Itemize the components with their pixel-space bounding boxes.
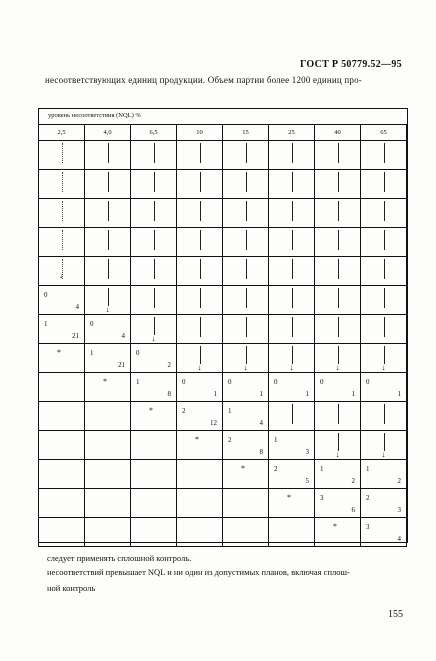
table-cell: [315, 431, 361, 460]
table-cell: [269, 402, 315, 431]
table-cell: [39, 373, 85, 402]
table-cell: [223, 518, 269, 547]
table-cell: [315, 489, 361, 518]
sample-size: 21: [118, 361, 125, 369]
table-cell: [269, 170, 315, 199]
continuation-line: [384, 317, 385, 337]
continuation-line: [338, 230, 339, 250]
table-cell: [269, 315, 315, 344]
table-cell: [315, 228, 361, 257]
acceptance-number: 1: [320, 465, 324, 473]
table-cell: [315, 344, 361, 373]
continuation-line: [338, 346, 339, 364]
down-arrow-icon: ↓: [105, 305, 110, 314]
table-cell: [85, 199, 131, 228]
continuation-line: [246, 259, 247, 279]
down-arrow-icon: ↓: [59, 271, 63, 280]
note-line-2: несоответствий превышает NQL и ни один из допустимых планов, включая сплош-: [47, 567, 350, 577]
sample-size: 2: [397, 477, 401, 485]
continuation-line: [108, 288, 109, 306]
continuation-line: [108, 201, 109, 221]
note-line-1: следует применять сплошной контроль.: [47, 553, 192, 563]
down-arrow-icon: ↓: [381, 363, 386, 372]
table-cell: [177, 373, 223, 402]
table-row: [39, 228, 407, 257]
acceptance-number: 3: [366, 523, 370, 531]
table-cell: [177, 315, 223, 344]
sample-size: 1: [213, 390, 217, 398]
table-cell: [177, 518, 223, 547]
table-cell: [177, 170, 223, 199]
down-arrow-icon: ↓: [335, 450, 340, 459]
continuation-line: [338, 143, 339, 163]
table-cell: [85, 286, 131, 315]
table-row: [39, 315, 407, 344]
down-arrow-icon: ↓: [381, 450, 386, 459]
sample-size: 21: [72, 332, 79, 340]
acceptance-number: 1: [44, 320, 48, 328]
table-cell: [361, 141, 407, 170]
continuation-line: [384, 288, 385, 308]
continuation-line: [62, 230, 63, 250]
sample-size: 3: [305, 448, 309, 456]
continuation-line: [246, 172, 247, 192]
table-cell: [85, 315, 131, 344]
continuation-line: [154, 230, 155, 250]
table-cell: [223, 199, 269, 228]
table-row: [39, 170, 407, 199]
table-cell: [223, 489, 269, 518]
continuation-line: [384, 259, 385, 279]
table-cell: [131, 257, 177, 286]
table-cell: [39, 402, 85, 431]
table-row: [39, 402, 407, 431]
table-cell: [361, 518, 407, 547]
table-cell: [39, 315, 85, 344]
acceptance-number: 1: [366, 465, 370, 473]
continuation-line: [154, 259, 155, 279]
continuation-line: [338, 172, 339, 192]
table-cell: [361, 228, 407, 257]
sample-size: 1: [351, 390, 355, 398]
star-mark: *: [149, 406, 153, 415]
acceptance-number: 1: [136, 378, 140, 386]
table-cell: [223, 344, 269, 373]
table-cell: [269, 431, 315, 460]
acceptance-number: 0: [136, 349, 140, 357]
continuation-line: [108, 230, 109, 250]
continuation-line: [384, 346, 385, 364]
table-cell: [177, 141, 223, 170]
continuation-line: [384, 143, 385, 163]
continuation-line: [154, 317, 155, 335]
continuation-line: [338, 201, 339, 221]
acceptance-number: 1: [274, 436, 278, 444]
table-row: [39, 431, 407, 460]
continuation-line: [338, 433, 339, 451]
table-row: [39, 344, 407, 373]
table-cell: [361, 199, 407, 228]
column-header: 25: [269, 125, 315, 141]
continuation-line: [338, 288, 339, 308]
table-cell: [269, 518, 315, 547]
sample-size: 4: [259, 419, 263, 427]
continuation-line: [200, 259, 201, 279]
table-cell: [177, 489, 223, 518]
table-cell: [315, 402, 361, 431]
star-mark: *: [287, 493, 291, 502]
table-cell: [131, 373, 177, 402]
continuation-line: [384, 404, 385, 424]
column-header: 40: [315, 125, 361, 141]
acceptance-number: 0: [274, 378, 278, 386]
table-cell: [85, 431, 131, 460]
column-header: 2,5: [39, 125, 85, 141]
acceptance-number: 3: [320, 494, 324, 502]
continuation-line: [292, 404, 293, 424]
table-cell: [223, 257, 269, 286]
continuation-line: [338, 404, 339, 424]
table-cell: [131, 344, 177, 373]
continuation-line: [292, 172, 293, 192]
continuation-line: [246, 143, 247, 163]
table-cell: [85, 170, 131, 199]
continuation-line: [338, 259, 339, 279]
table-cell: [223, 315, 269, 344]
acceptance-number: 2: [274, 465, 278, 473]
sample-size: 8: [259, 448, 263, 456]
table-cell: [177, 402, 223, 431]
continuation-line: [200, 230, 201, 250]
table-cell: [39, 518, 85, 547]
table-cell: [85, 257, 131, 286]
down-arrow-icon: ↓: [197, 363, 202, 372]
continuation-line: [292, 346, 293, 364]
table-cell: [131, 402, 177, 431]
continuation-line: [292, 317, 293, 337]
table-cell: [85, 373, 131, 402]
acceptance-number: 0: [90, 320, 94, 328]
continuation-line: [384, 172, 385, 192]
table-cell: [131, 170, 177, 199]
table-cell: [85, 228, 131, 257]
table-cell: [361, 402, 407, 431]
sample-size: 4: [121, 332, 125, 340]
note-line-3: ной контроль: [47, 583, 96, 593]
table-cell: [131, 141, 177, 170]
table-cell: [223, 228, 269, 257]
table-cell: [223, 373, 269, 402]
table-cell: [361, 373, 407, 402]
page-number: 155: [388, 609, 403, 620]
intro-text: несоответствующих единиц продукции. Объем партии более 1200 единиц про-: [45, 75, 362, 85]
table-cell: [85, 518, 131, 547]
table-cell: [177, 228, 223, 257]
continuation-line: [292, 230, 293, 250]
table-cell: [131, 315, 177, 344]
table-cell: [361, 489, 407, 518]
acceptance-number: 0: [228, 378, 232, 386]
continuation-line: [200, 288, 201, 308]
table-cell: [315, 199, 361, 228]
table-cell: [39, 257, 85, 286]
continuation-line: [62, 201, 63, 221]
table-cell: [39, 489, 85, 518]
table-cell: [39, 460, 85, 489]
table-cell: [131, 228, 177, 257]
continuation-line: [108, 172, 109, 192]
table-cell: [85, 460, 131, 489]
sample-size: 4: [397, 535, 401, 543]
continuation-line: [384, 230, 385, 250]
table-cell: [361, 344, 407, 373]
table-cell: [269, 257, 315, 286]
table-cell: [269, 228, 315, 257]
table-cell: [315, 460, 361, 489]
sample-size: 1: [305, 390, 309, 398]
sample-size: 8: [167, 390, 171, 398]
sampling-plan-table: [38, 124, 407, 547]
continuation-line: [338, 317, 339, 337]
acceptance-number: 2: [182, 407, 186, 415]
table-cell: [177, 344, 223, 373]
continuation-line: [246, 201, 247, 221]
star-mark: *: [195, 435, 199, 444]
continuation-line: [62, 172, 63, 192]
acceptance-number: 0: [366, 378, 370, 386]
table-cell: [223, 141, 269, 170]
table-cell: [177, 257, 223, 286]
continuation-line: [246, 230, 247, 250]
continuation-line: [384, 201, 385, 221]
table-cell: [131, 286, 177, 315]
continuation-line: [246, 317, 247, 337]
table-row: [39, 199, 407, 228]
table-cell: [177, 460, 223, 489]
acceptance-number: 1: [90, 349, 94, 357]
table-cell: [177, 431, 223, 460]
continuation-line: [154, 288, 155, 308]
continuation-line: [108, 259, 109, 279]
table-cell: [131, 489, 177, 518]
sample-size: 1: [259, 390, 263, 398]
star-mark: *: [103, 377, 107, 386]
acceptance-number: 2: [366, 494, 370, 502]
table-cell: [269, 460, 315, 489]
sample-size: 2: [167, 361, 171, 369]
down-arrow-icon: ↓: [335, 363, 340, 372]
sample-size: 12: [210, 419, 217, 427]
continuation-line: [200, 143, 201, 163]
sample-size: 3: [397, 506, 401, 514]
continuation-line: [246, 346, 247, 364]
table-cell: [361, 460, 407, 489]
table-row: [39, 257, 407, 286]
star-mark: *: [57, 348, 61, 357]
continuation-line: [200, 201, 201, 221]
table-row: [39, 286, 407, 315]
table-cell: [39, 344, 85, 373]
column-header: 4,0: [85, 125, 131, 141]
acceptance-number: 1: [228, 407, 232, 415]
sample-size: 6: [351, 506, 355, 514]
table-cell: [315, 373, 361, 402]
table-cell: [361, 315, 407, 344]
down-arrow-icon: ↓: [289, 363, 294, 372]
table-cell: [269, 141, 315, 170]
table-cell: [131, 518, 177, 547]
sample-size: 4: [75, 303, 79, 311]
table-cell: [269, 373, 315, 402]
continuation-line: [200, 172, 201, 192]
continuation-line: [108, 143, 109, 163]
column-header: 6,5: [131, 125, 177, 141]
table-cell: [269, 344, 315, 373]
column-header: 15: [223, 125, 269, 141]
continuation-line: [246, 288, 247, 308]
continuation-line: [62, 143, 63, 163]
table-cell: [315, 286, 361, 315]
table-cell: [223, 460, 269, 489]
table-cell: [39, 286, 85, 315]
continuation-line: [200, 317, 201, 337]
table-cell: [269, 286, 315, 315]
sample-size: 5: [305, 477, 309, 485]
table-cell: [361, 170, 407, 199]
table-cell: [315, 518, 361, 547]
acceptance-number: 0: [44, 291, 48, 299]
continuation-line: [292, 201, 293, 221]
table-cell: [39, 141, 85, 170]
table-cell: [315, 141, 361, 170]
down-arrow-icon: ↓: [243, 363, 248, 372]
continuation-line: [384, 433, 385, 451]
table-cell: [315, 315, 361, 344]
down-arrow-icon: ↓: [151, 334, 156, 343]
continuation-line: [154, 172, 155, 192]
table-cell: [39, 170, 85, 199]
page-header: ГОСТ Р 50779.52—95: [300, 59, 402, 70]
star-mark: *: [333, 522, 337, 531]
continuation-line: [154, 201, 155, 221]
table-cell: [269, 489, 315, 518]
table-cell: [361, 257, 407, 286]
continuation-line: [292, 259, 293, 279]
continuation-line: [154, 143, 155, 163]
sample-size: 1: [397, 390, 401, 398]
table-cell: [223, 431, 269, 460]
table-cell: [131, 431, 177, 460]
table-cell: [315, 257, 361, 286]
table-row: [39, 489, 407, 518]
acceptance-number: 0: [182, 378, 186, 386]
table-header-row: [39, 125, 407, 141]
table-cell: [177, 286, 223, 315]
table-cell: [39, 228, 85, 257]
table-cell: [269, 199, 315, 228]
sample-size: 2: [351, 477, 355, 485]
table-cell: [85, 402, 131, 431]
table-cell: [361, 286, 407, 315]
table-caption: уровень несоответствия (NQL) %: [48, 112, 141, 119]
table-cell: [39, 199, 85, 228]
table-row: [39, 141, 407, 170]
acceptance-number: 0: [320, 378, 324, 386]
table-cell: [361, 431, 407, 460]
star-mark: *: [241, 464, 245, 473]
continuation-line: [200, 346, 201, 364]
table-cell: [131, 460, 177, 489]
table-cell: [223, 286, 269, 315]
table-cell: [315, 170, 361, 199]
continuation-line: [292, 288, 293, 308]
table-cell: [177, 199, 223, 228]
table-row: [39, 518, 407, 547]
continuation-line: [292, 143, 293, 163]
acceptance-number: 2: [228, 436, 232, 444]
table-cell: [223, 170, 269, 199]
column-header: 10: [177, 125, 223, 141]
table-cell: [85, 489, 131, 518]
column-header: 65: [361, 125, 407, 141]
table-cell: [85, 141, 131, 170]
table-cell: [131, 199, 177, 228]
table-cell: [223, 402, 269, 431]
table-row: [39, 460, 407, 489]
table-cell: [85, 344, 131, 373]
table-cell: [39, 431, 85, 460]
table-row: [39, 373, 407, 402]
